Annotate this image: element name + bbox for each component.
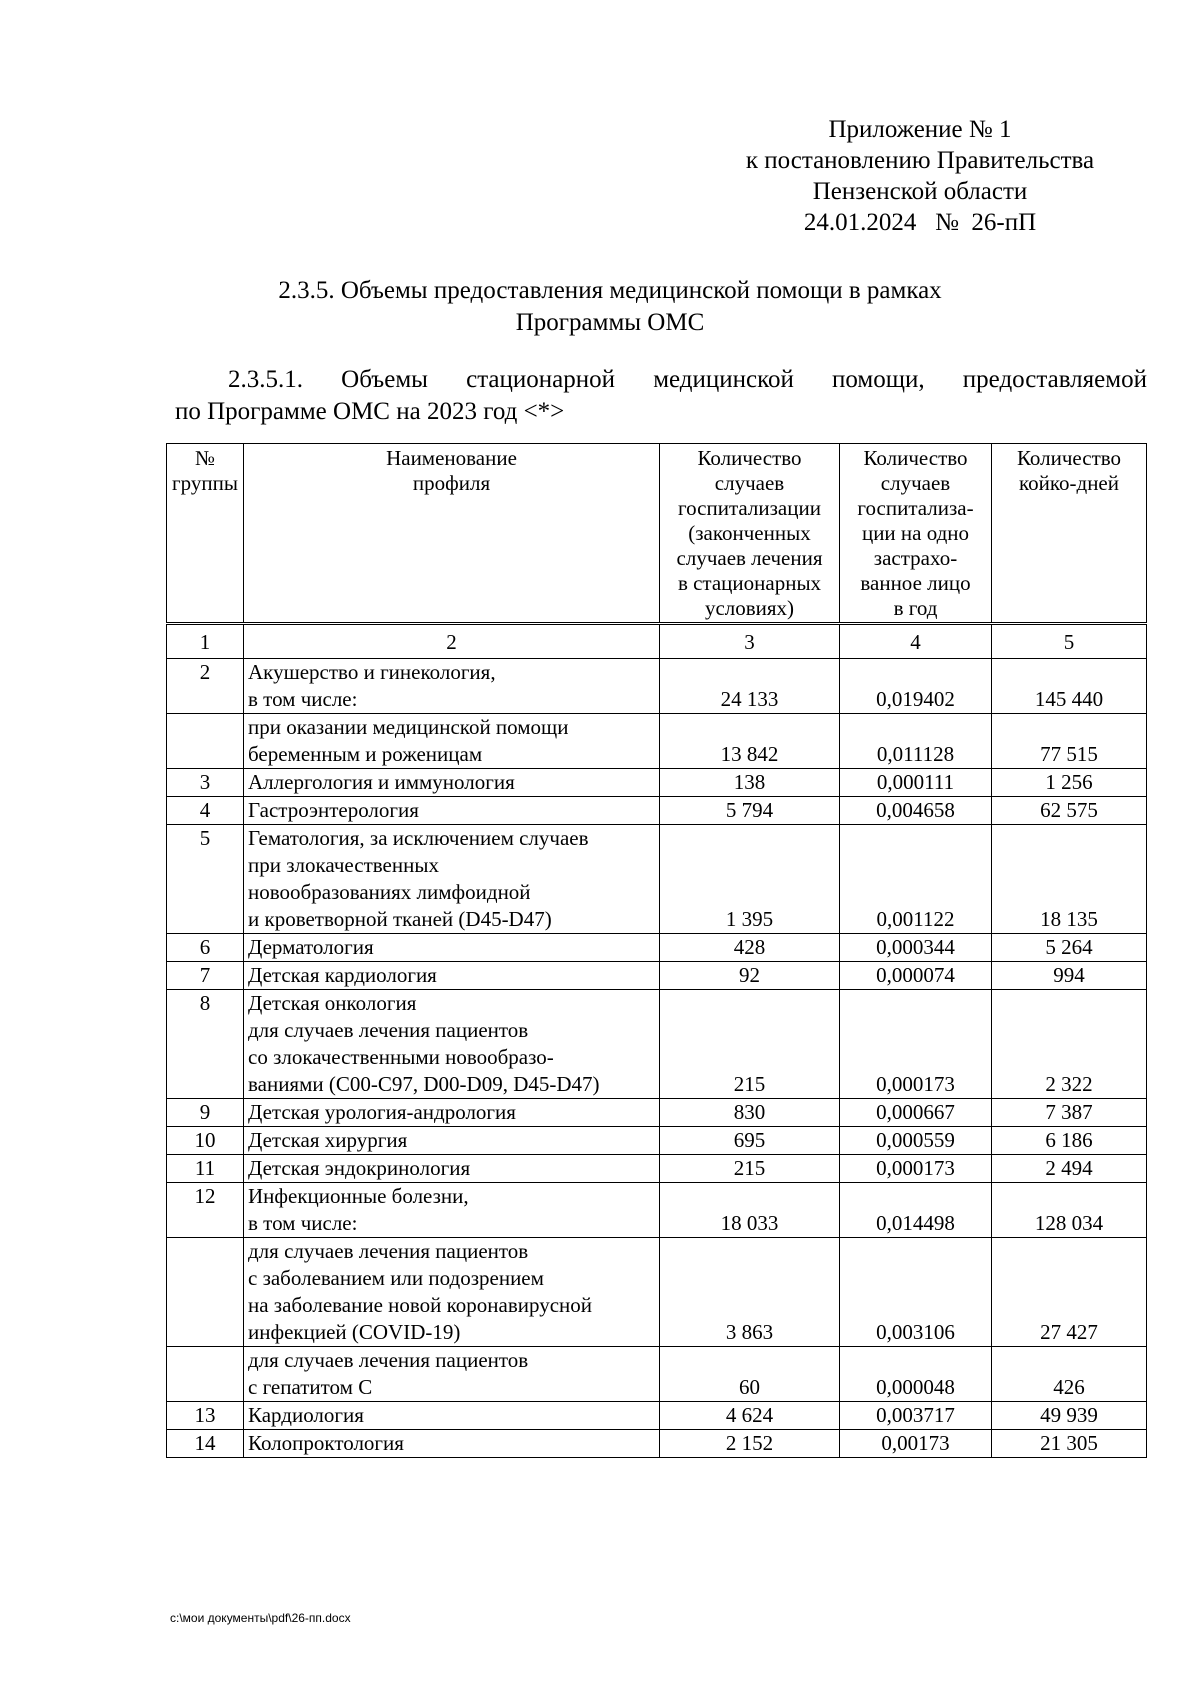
bed-days-cell: 5 264: [992, 934, 1147, 962]
subsection-title-line-2: по Программе ОМС на 2023 год <*>: [175, 398, 565, 425]
bed-days-cell: 128 034: [992, 1183, 1147, 1238]
hospitalization-cases-cell: 215: [660, 1155, 840, 1183]
cases-per-insured-cell: 0,000048: [840, 1347, 992, 1402]
subsection-word: помощи,: [832, 366, 925, 393]
hospitalization-cases-cell: 428: [660, 934, 840, 962]
file-path-footer: c:\мои документы\pdf\26-пп.docx: [170, 1611, 351, 1625]
column-number: 3: [660, 624, 840, 659]
column-number: 5: [992, 624, 1147, 659]
section-title: [180, 275, 1040, 339]
table-row: [167, 659, 1147, 714]
cases-per-insured-cell: 0,000173: [840, 990, 992, 1099]
section-title-line-1: 2.3.5. Объемы предоставления медицинской помощи в рамках: [278, 277, 942, 304]
group-number-cell: 8: [167, 990, 244, 1099]
header-bed-days: Количество койко-дней: [992, 444, 1147, 624]
table-row: [167, 990, 1147, 1099]
cases-per-insured-cell: 0,001122: [840, 825, 992, 934]
hospitalization-cases-cell: 2 152: [660, 1430, 840, 1458]
group-number-cell: 12: [167, 1183, 244, 1238]
hospitalization-cases-cell: 138: [660, 769, 840, 797]
cases-per-insured-cell: 0,000111: [840, 769, 992, 797]
table-row: [167, 1238, 1147, 1347]
group-number-cell: 2: [167, 659, 244, 714]
bed-days-cell: 145 440: [992, 659, 1147, 714]
profile-name-cell: [244, 769, 660, 797]
profile-name-line: Инфекционные болезни,: [248, 1184, 469, 1208]
cases-per-insured-cell: 0,003106: [840, 1238, 992, 1347]
hospitalization-cases-cell: 13 842: [660, 714, 840, 769]
group-number-cell: 4: [167, 797, 244, 825]
profile-name-line: Детская кардиология: [248, 963, 437, 987]
profile-name-cell: [244, 1099, 660, 1127]
profile-name-line: для случаев лечения пациентов: [248, 1239, 529, 1263]
appendix-title: Приложение № 1: [828, 116, 1012, 143]
profile-name-cell: [244, 659, 660, 714]
subsection-word: Объемы: [341, 366, 428, 393]
cases-per-insured-cell: 0,000074: [840, 962, 992, 990]
hospitalization-cases-cell: 3 863: [660, 1238, 840, 1347]
appendix-resolution: к постановлению Правительства: [745, 147, 1095, 174]
table-row: [167, 1430, 1147, 1458]
profile-name-cell: [244, 1402, 660, 1430]
table-header-row: [167, 444, 1147, 624]
appendix-block: [700, 114, 1140, 238]
profile-name-line: Аллергология и иммунология: [248, 770, 515, 794]
profile-name-line: с заболеванием или подозрением: [248, 1266, 544, 1290]
bed-days-cell: 426: [992, 1347, 1147, 1402]
profile-name-line: Колопроктология: [248, 1431, 404, 1455]
cases-per-insured-cell: 0,019402: [840, 659, 992, 714]
profile-name-line: беременным и роженицам: [248, 742, 483, 766]
profile-name-cell: [244, 1127, 660, 1155]
profile-name-line: для случаев лечения пациентов: [248, 1018, 529, 1042]
header-cases-per-insured: Количество случаев госпитализа- ции на одно застрахо- ванное лицо в год: [840, 444, 992, 624]
group-number-cell: [167, 1347, 244, 1402]
column-number: 4: [840, 624, 992, 659]
subsection-word: предоставляемой: [962, 366, 1147, 393]
cases-per-insured-cell: 0,014498: [840, 1183, 992, 1238]
table-row: [167, 962, 1147, 990]
bed-days-cell: 77 515: [992, 714, 1147, 769]
profile-name-line: ваниями (C00-C97, D00-D09, D45-D47): [248, 1072, 600, 1096]
table-row: [167, 714, 1147, 769]
profile-name-line: с гепатитом C: [248, 1375, 373, 1399]
group-number-cell: 6: [167, 934, 244, 962]
column-number: 1: [167, 624, 244, 659]
profile-name-line: Акушерство и гинекология,: [248, 660, 496, 684]
profile-name-cell: [244, 1430, 660, 1458]
bed-days-cell: 2 322: [992, 990, 1147, 1099]
profile-name-cell: [244, 714, 660, 769]
profile-name-cell: [244, 1347, 660, 1402]
group-number-cell: 10: [167, 1127, 244, 1155]
table-body: [167, 659, 1147, 1458]
table-row: [167, 1127, 1147, 1155]
table-row: [167, 797, 1147, 825]
section-title-line-2: Программы ОМС: [515, 309, 705, 336]
cases-per-insured-cell: 0,000344: [840, 934, 992, 962]
profile-name-line: со злокачественными новообразо-: [248, 1045, 554, 1069]
group-number-cell: 7: [167, 962, 244, 990]
bed-days-cell: 62 575: [992, 797, 1147, 825]
table-row: [167, 825, 1147, 934]
hospitalization-cases-cell: 215: [660, 990, 840, 1099]
table-row: [167, 1155, 1147, 1183]
hospitalization-cases-cell: 695: [660, 1127, 840, 1155]
profile-name-line: при злокачественных: [248, 853, 439, 877]
hospitalization-cases-cell: 830: [660, 1099, 840, 1127]
hospitalization-cases-cell: 1 395: [660, 825, 840, 934]
profile-name-line: Дерматология: [248, 935, 374, 959]
subsection-word: стационарной: [466, 366, 616, 393]
profile-name-cell: [244, 962, 660, 990]
hospitalization-cases-cell: 24 133: [660, 659, 840, 714]
bed-days-cell: 6 186: [992, 1127, 1147, 1155]
group-number-cell: 14: [167, 1430, 244, 1458]
header-hospitalization-cases: Количество случаев госпитализации (законченных случаев лечения в стационарных условиях): [660, 444, 840, 624]
group-number-cell: 5: [167, 825, 244, 934]
bed-days-cell: 21 305: [992, 1430, 1147, 1458]
profile-name-line: для случаев лечения пациентов: [248, 1348, 529, 1372]
subsection-word: 2.3.5.1.: [228, 366, 303, 393]
profile-name-line: Кардиология: [248, 1403, 364, 1427]
table-row: [167, 934, 1147, 962]
profile-name-cell: [244, 1183, 660, 1238]
profile-name-line: на заболевание новой коронавирусной: [248, 1293, 593, 1317]
table-row: [167, 1347, 1147, 1402]
bed-days-cell: 1 256: [992, 769, 1147, 797]
subsection-word: медицинской: [653, 366, 794, 393]
group-number-cell: 11: [167, 1155, 244, 1183]
group-number-cell: [167, 1238, 244, 1347]
profile-name-cell: [244, 934, 660, 962]
profile-name-line: новообразованиях лимфоидной: [248, 880, 531, 904]
hospitalization-cases-cell: 4 624: [660, 1402, 840, 1430]
subsection-title: [175, 364, 1147, 428]
bed-days-cell: 994: [992, 962, 1147, 990]
subsection-title-line-1: [175, 364, 1147, 396]
column-number: 2: [244, 624, 660, 659]
table-row: [167, 769, 1147, 797]
profile-name-cell: [244, 1155, 660, 1183]
cases-per-insured-cell: 0,011128: [840, 714, 992, 769]
hospital-care-volume-table: [166, 443, 1147, 1458]
appendix-region: Пензенской области: [812, 178, 1028, 205]
hospitalization-cases-cell: 5 794: [660, 797, 840, 825]
cases-per-insured-cell: 0,000559: [840, 1127, 992, 1155]
cases-per-insured-cell: 0,000173: [840, 1155, 992, 1183]
bed-days-cell: 7 387: [992, 1099, 1147, 1127]
table-row: [167, 1099, 1147, 1127]
cases-per-insured-cell: 0,000667: [840, 1099, 992, 1127]
group-number-cell: 9: [167, 1099, 244, 1127]
profile-name-line: Детская онкология: [248, 991, 417, 1015]
group-number-cell: [167, 714, 244, 769]
profile-name-line: в том числе:: [248, 1211, 358, 1235]
bed-days-cell: 2 494: [992, 1155, 1147, 1183]
profile-name-cell: [244, 1238, 660, 1347]
hospitalization-cases-cell: 60: [660, 1347, 840, 1402]
header-profile-name: Наименование профиля: [244, 444, 660, 624]
profile-name-line: Гематология, за исключением случаев: [248, 826, 589, 850]
profile-name-line: и кроветворной тканей (D45-D47): [248, 907, 552, 931]
header-group-number: № группы: [167, 444, 244, 624]
cases-per-insured-cell: 0,003717: [840, 1402, 992, 1430]
table-row: [167, 1183, 1147, 1238]
appendix-date-number: 24.01.2024 № 26-пП: [803, 209, 1037, 236]
profile-name-line: Детская урология-андрология: [248, 1100, 516, 1124]
profile-name-line: Гастроэнтерология: [248, 798, 419, 822]
bed-days-cell: 18 135: [992, 825, 1147, 934]
column-number-row: [167, 624, 1147, 659]
profile-name-line: Детская хирургия: [248, 1128, 408, 1152]
cases-per-insured-cell: 0,00173: [840, 1430, 992, 1458]
bed-days-cell: 27 427: [992, 1238, 1147, 1347]
hospitalization-cases-cell: 92: [660, 962, 840, 990]
profile-name-cell: [244, 825, 660, 934]
group-number-cell: 3: [167, 769, 244, 797]
group-number-cell: 13: [167, 1402, 244, 1430]
profile-name-cell: [244, 797, 660, 825]
profile-name-cell: [244, 990, 660, 1099]
profile-name-line: при оказании медицинской помощи: [248, 715, 569, 739]
profile-name-line: в том числе:: [248, 687, 358, 711]
hospitalization-cases-cell: 18 033: [660, 1183, 840, 1238]
profile-name-line: Детская эндокринология: [248, 1156, 471, 1180]
table-row: [167, 1402, 1147, 1430]
cases-per-insured-cell: 0,004658: [840, 797, 992, 825]
profile-name-line: инфекцией (COVID-19): [248, 1320, 461, 1344]
bed-days-cell: 49 939: [992, 1402, 1147, 1430]
